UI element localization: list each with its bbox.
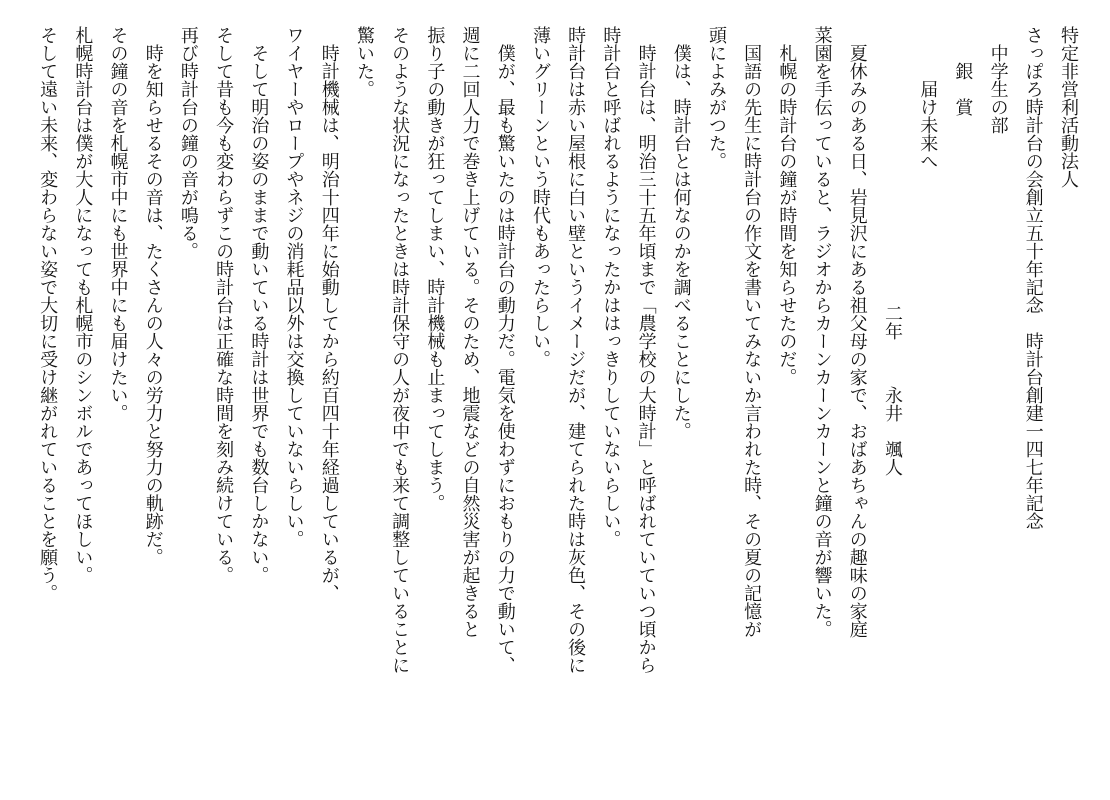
body-line: 時を知らせるその音は、たくさんの人々の労力と努力の軌跡だ。 [142,26,164,566]
body-line: 薄いグリーンという時代もあったらしい。 [529,26,551,368]
award-label: 銀 賞 [952,26,974,116]
body-line: 国語の先生に時計台の作文を書いてみないか言われた時、その夏の記憶が [741,26,763,638]
event-title: さっぽろ時計台の会創立五十年記念 時計台創建一四七年記念 [1022,26,1044,530]
body-line: 時計機械は、明治十四年に始動してから約百四十年経過しているが、 [318,26,340,602]
body-line: 週に二回人力で巻き上げている。そのため、地震などの自然災害が起きると [459,26,481,638]
body-line: 再び時計台の鐘の音が鳴る。 [177,26,199,260]
body-line: そして明治の姿のままで動いている時計は世界でも数台しかない。 [248,26,270,584]
division-label: 中学生の部 [987,26,1009,134]
body-line: ワイヤーやロープやネジの消耗品以外は交換していないらしい。 [283,26,305,548]
body-line: 札幌の時計台の鐘が時間を知らせたのだ。 [776,26,798,386]
body-line: そして昔も今も変わらずこの時計台は正確な時間を刻み続けている。 [213,26,235,584]
body-line: 僕が、最も驚いたのは時計台の動力だ。電気を使わずにおもりの力で動いて、 [494,26,516,674]
body-line: 時計台は赤い屋根に白い壁というイメージだが、建てられた時は灰色、その後に [565,26,587,674]
body-line: そのような状況になったときは時計保守の人が夜中でも来て調整していることに [389,26,411,674]
body-line: 時計台と呼ばれるようになったかははっきりしていないらしい。 [600,26,622,548]
body-line: 札幌時計台は僕が大人になっても札幌市のシンボルであってほしい。 [72,26,94,584]
author-name: 永井 颯人 [881,386,903,476]
body-line: 僕は、時計台とは何なのかを調べることにした。 [670,26,692,440]
body-line: そして遠い未来、変わらない姿で大切に受け継がれていることを願う。 [37,26,59,602]
author-line [875,26,910,786]
body-line: その鐘の音を札幌市中にも世界中にも届けたい。 [107,26,129,422]
essay-title: 届け未来へ [917,26,939,170]
body-line: 頭によみがつた。 [705,26,727,170]
body-line: 夏休みのある日、岩見沢にある祖父母の家で、おばあちゃんの趣味の家庭 [846,26,868,638]
body-line: 驚いた。 [353,26,375,98]
body-line: 菜園を手伝っていると、ラジオからカーンカーンカーンと鐘の音が響いた。 [811,26,833,638]
author-grade: 二年 [881,304,903,340]
vertical-essay-text [30,26,1086,786]
body-line: 時計台は、明治三十五年頃まで「農学校の大時計」と呼ばれていていつ頃から [635,26,657,674]
organization-line: 特定非営利活動法人 [1058,26,1079,188]
body-line: 振り子の動きが狂ってしまい、時計機械も止まってしまう。 [424,26,446,512]
